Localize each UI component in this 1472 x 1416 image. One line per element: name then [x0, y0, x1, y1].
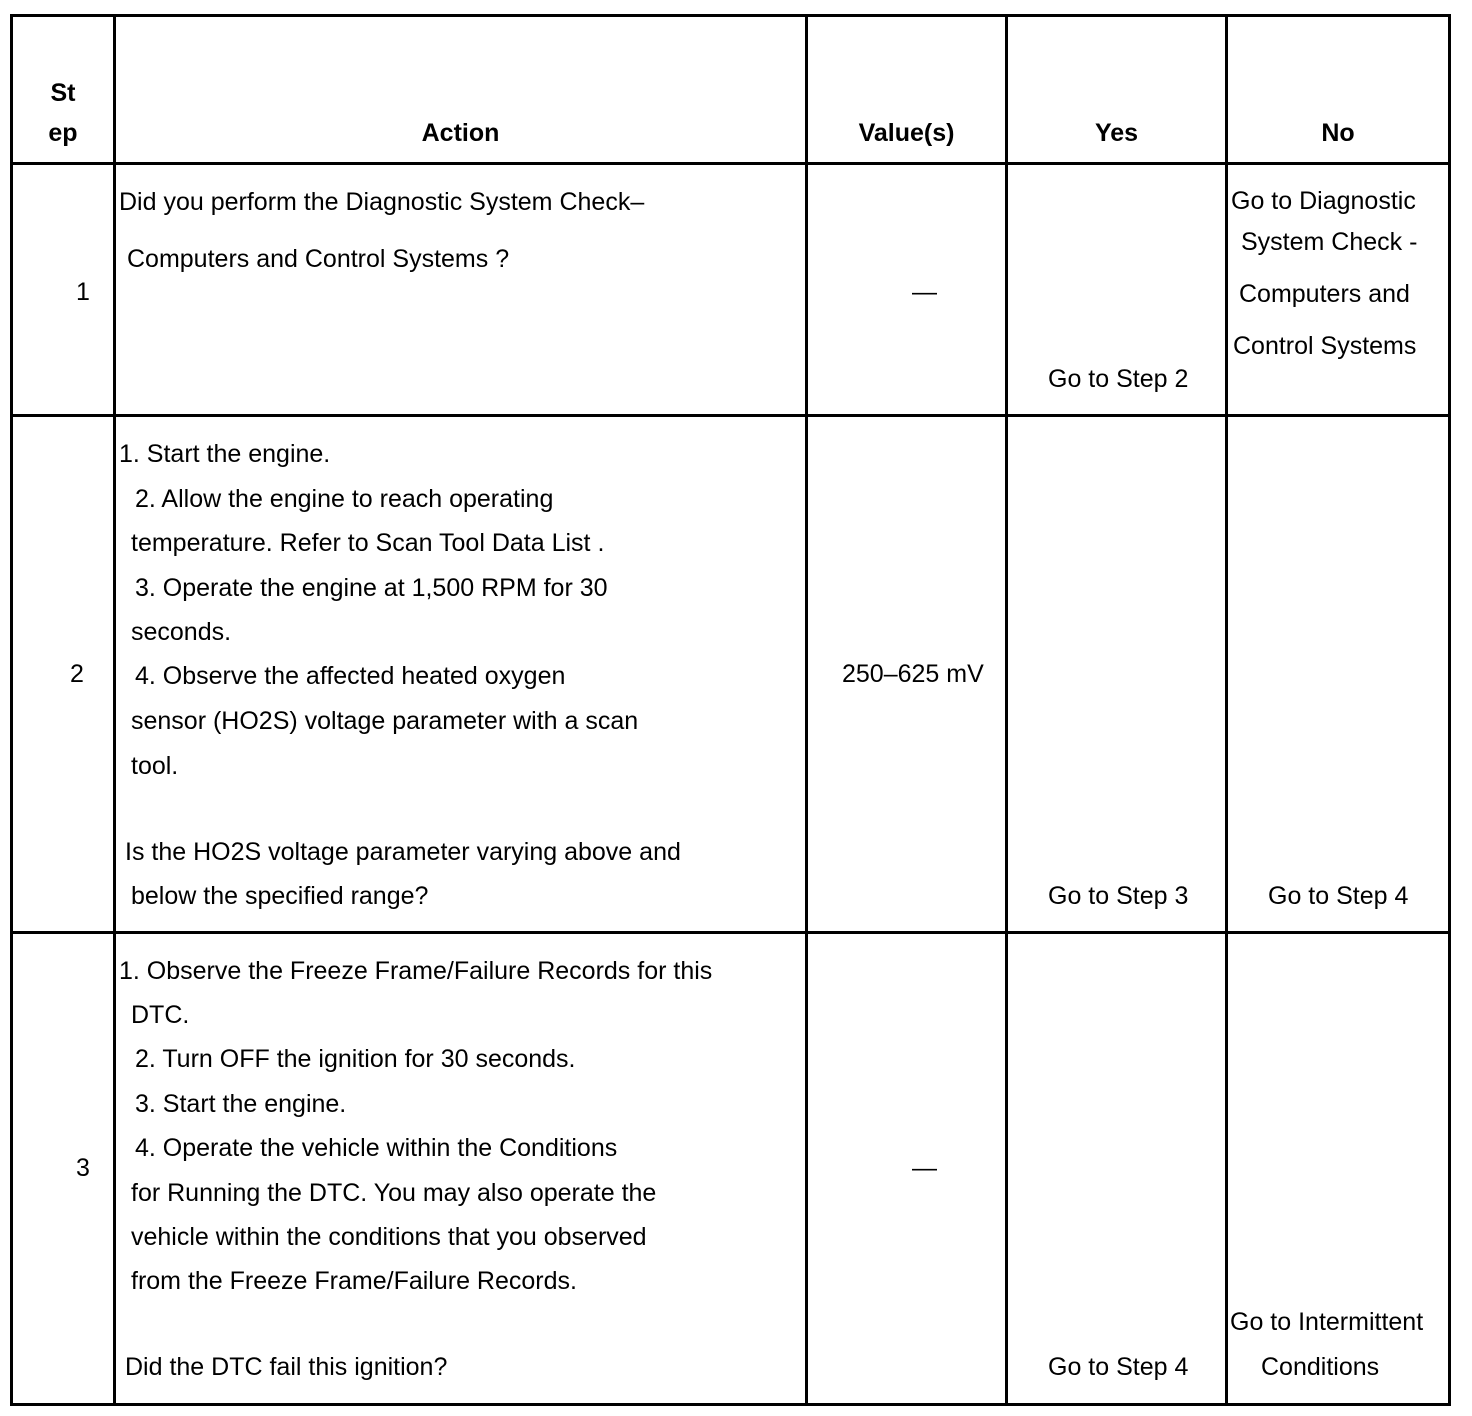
value-text: —: [912, 278, 937, 306]
yes-cell: [1007, 933, 1227, 1405]
no-cell: [1227, 164, 1450, 416]
no-cell: [1227, 416, 1450, 933]
header-action: Action: [115, 16, 807, 164]
no-text: Go to Intermittent: [1230, 1308, 1424, 1336]
yes-text: Go to Step 2: [1048, 365, 1189, 393]
action-line: DTC.: [131, 1001, 190, 1029]
header-no: No: [1227, 16, 1450, 164]
value-cell: [807, 933, 1007, 1405]
step-number: 2: [70, 660, 84, 688]
action-cell: [115, 164, 807, 416]
action-line: 3. Start the engine.: [135, 1090, 347, 1118]
action-line: tool.: [131, 752, 179, 780]
header-yes: Yes: [1007, 16, 1227, 164]
header-step-line2: ep: [48, 119, 78, 147]
table-row: [12, 164, 1450, 416]
step-number: 1: [76, 278, 90, 306]
action-line: 1. Start the engine.: [119, 440, 331, 468]
diagnostic-table: [10, 14, 1451, 1406]
no-text: System Check -: [1241, 228, 1418, 256]
yes-text: Go to Step 3: [1048, 882, 1189, 910]
action-line: from the Freeze Frame/Failure Records.: [131, 1267, 577, 1295]
action-line: 1. Observe the Freeze Frame/Failure Records for this: [119, 957, 713, 985]
yes-cell: [1007, 164, 1227, 416]
header-step: [12, 16, 115, 164]
action-line: vehicle within the conditions that you observed: [131, 1223, 647, 1251]
table-row: [12, 416, 1450, 933]
action-line: for Running the DTC. You may also operate the: [131, 1179, 657, 1207]
no-text: Go to Step 4: [1268, 882, 1409, 910]
header-values: Value(s): [807, 16, 1007, 164]
action-line: 2. Allow the engine to reach operating: [135, 485, 554, 513]
action-cell: [115, 933, 807, 1405]
action-line: Did you perform the Diagnostic System Check–: [119, 188, 645, 216]
step-cell: [12, 164, 115, 416]
table-row: [12, 933, 1450, 1405]
step-number: 3: [76, 1154, 90, 1182]
action-line: Computers and Control Systems ?: [127, 245, 510, 273]
action-line: temperature. Refer to Scan Tool Data List .: [131, 529, 605, 557]
action-line: 2. Turn OFF the ignition for 30 seconds.: [135, 1045, 576, 1073]
step-cell: [12, 933, 115, 1405]
no-cell: [1227, 933, 1450, 1405]
no-text: Go to Diagnostic: [1231, 187, 1416, 215]
no-text: Computers and: [1239, 280, 1410, 308]
action-line: below the specified range?: [131, 882, 429, 910]
action-line: Did the DTC fail this ignition?: [125, 1353, 448, 1381]
no-text: Conditions: [1261, 1353, 1380, 1381]
value-cell: [807, 416, 1007, 933]
yes-text: Go to Step 4: [1048, 1353, 1189, 1381]
action-line: 4. Operate the vehicle within the Conditions: [135, 1134, 618, 1162]
action-line: 3. Operate the engine at 1,500 RPM for 30: [135, 574, 608, 602]
value-text: 250–625 mV: [842, 660, 984, 688]
value-text: —: [912, 1154, 937, 1182]
action-line: sensor (HO2S) voltage parameter with a scan: [131, 707, 639, 735]
action-line: 4. Observe the affected heated oxygen: [135, 662, 566, 690]
no-text: Control Systems: [1233, 332, 1417, 360]
header-step-line1: St: [50, 79, 76, 107]
step-cell: [12, 416, 115, 933]
value-cell: [807, 164, 1007, 416]
yes-cell: [1007, 416, 1227, 933]
header-row: [12, 16, 1450, 164]
action-line: seconds.: [131, 618, 232, 646]
action-cell: [115, 416, 807, 933]
action-line: Is the HO2S voltage parameter varying above and: [125, 838, 681, 866]
